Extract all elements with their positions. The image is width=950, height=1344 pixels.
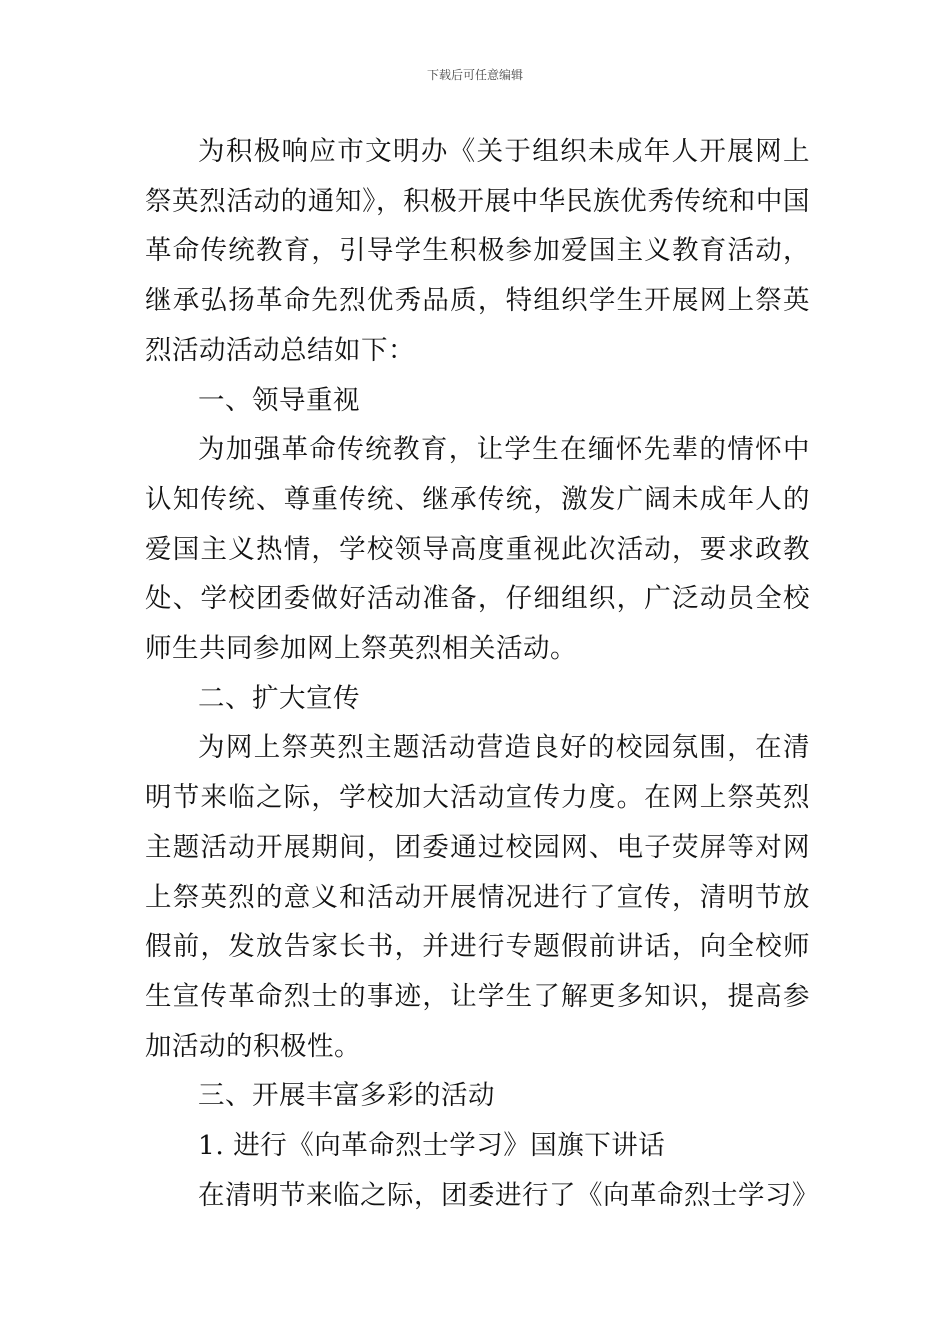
section-3-heading: 三、开展丰富多彩的活动 (198, 1080, 495, 1112)
section-2-paragraph: 为网上祭英烈主题活动营造良好的校园氛围，在清明节来临之际，学校加大活动宣传力度。在网上祭英烈主题活动开展期间，团委通过校园网、电子荧屏等对网上祭英烈的意义和活动开展情况进行了宣传，清明节放假前，发放告家长书，并进行专题假前讲话，向全校师生宣传革命烈士的事迹，让学生了解更多知识，提高参加活动的积极性。 (145, 732, 810, 1062)
section-3-item-1-heading: 1. 进行《向革命烈士学习》国旗下讲话 (198, 1130, 666, 1162)
document-body (145, 127, 819, 1220)
page-header-note: 下载后可任意编辑 (426, 68, 523, 82)
section-3-item-1-paragraph: 在清明节来临之际，团委进行了《向革命烈士学习》 (198, 1179, 819, 1211)
section-1-heading: 一、领导重视 (198, 384, 360, 416)
section-2-heading: 二、扩大宣传 (198, 682, 360, 714)
intro-paragraph: 为积极响应市文明办《关于组织未成年人开展网上祭英烈活动的通知》，积极开展中华民族优秀传统和中国革命传统教育，引导学生积极参加爱国主义教育活动，继承弘扬革命先烈优秀品质，特组织学生开展网上祭英烈活动活动总结如下： (145, 136, 810, 366)
section-1-paragraph: 为加强革命传统教育，让学生在缅怀先辈的情怀中认知传统、尊重传统、继承传统，激发广阔未成年人的爱国主义热情，学校领导高度重视此次活动，要求政教处、学校团委做好活动准备，仔细组织，广泛动员全校师生共同参加网上祭英烈相关活动。 (145, 434, 810, 665)
